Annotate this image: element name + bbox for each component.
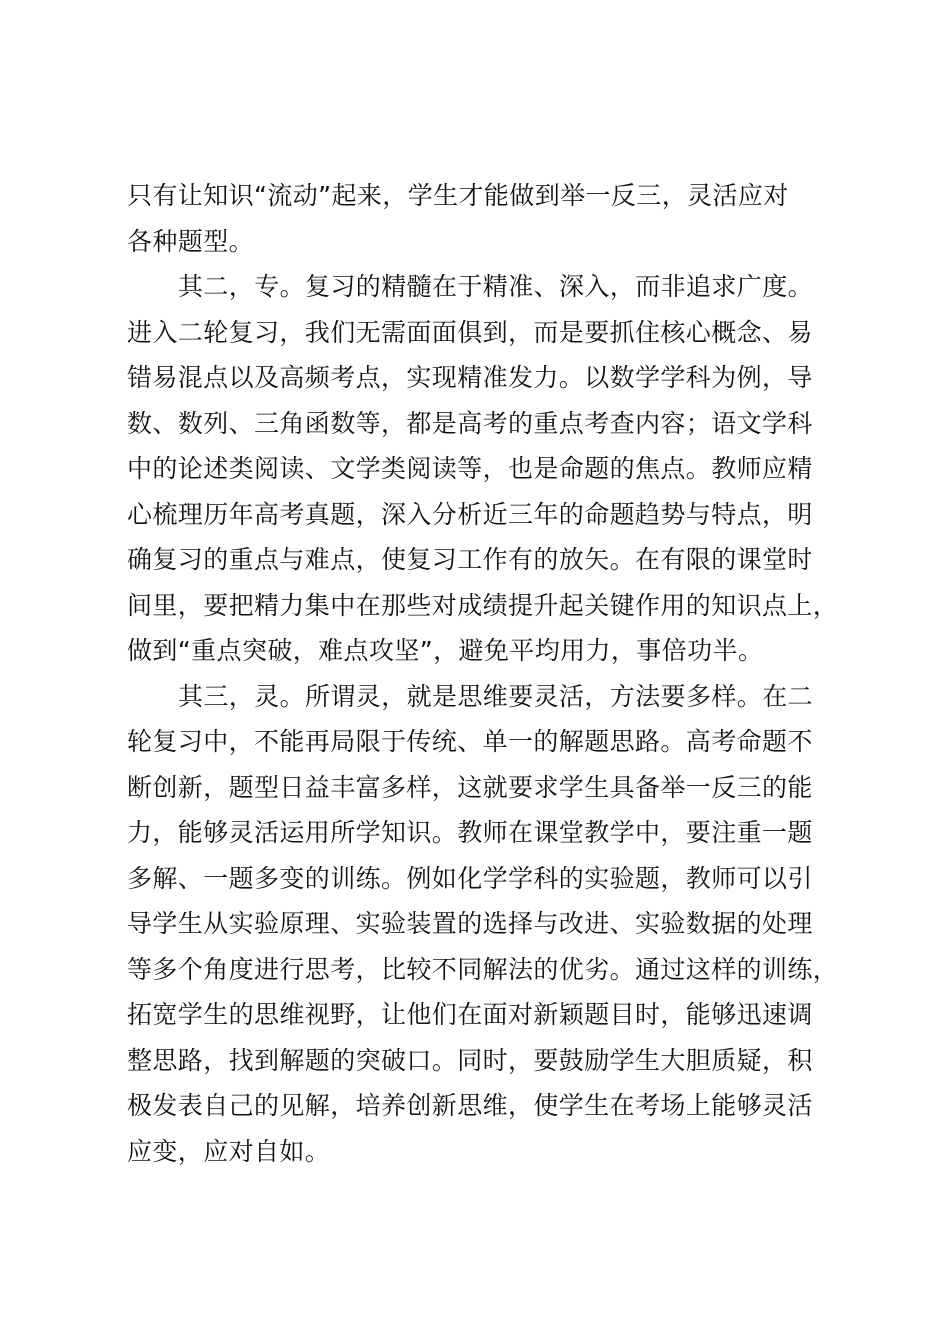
text-line: 只有让知识“流动”起来，学生才能做到举一反三，灵活应对 xyxy=(127,181,789,210)
text-line: 错易混点以及高频考点，实现精准发力。以数学学科为例，导 xyxy=(127,363,813,392)
text-line: 心梳理历年高考真题，深入分析近三年的命题趋势与特点，明 xyxy=(127,499,813,529)
text-line: 导学生从实验原理、实验装置的选择与改进、实验数据的处理 xyxy=(127,909,813,938)
text-line: 数、数列、三角函数等，都是高考的重点考查内容；语文学科 xyxy=(127,408,813,438)
paragraph-point-two xyxy=(127,264,862,674)
text-line: 整思路，找到解题的突破口。同时，要鼓励学生大胆质疑，积 xyxy=(127,1045,813,1075)
text-line: 断创新，题型日益丰富多样，这就要求学生具备举一反三的能 xyxy=(127,772,813,802)
text-line: 其二，专。复习的精髓在于精准、深入，而非追求广度。 xyxy=(178,272,814,301)
text-line: 力，能够灵活运用所学知识。教师在课堂教学中，要注重一题 xyxy=(127,818,813,847)
text-line: 确复习的重点与难点，使复习工作有的放矢。在有限的课堂时 xyxy=(127,545,813,574)
text-line: 各种题型。 xyxy=(127,226,255,256)
text-line: 中的论述类阅读、文学类阅读等，也是命题的焦点。教师应精 xyxy=(127,454,813,483)
text-line: 进入二轮复习，我们无需面面俱到，而是要抓住核心概念、易 xyxy=(127,317,813,347)
paragraph-continuation xyxy=(127,173,862,264)
text-line: 做到“重点突破，难点攻坚”，避免平均用力，事倍功半。 xyxy=(127,636,764,665)
text-line: 多解、一题多变的训练。例如化学学科的实验题，教师可以引 xyxy=(127,863,813,893)
document-body xyxy=(127,173,862,1174)
text-line: 极发表自己的见解，培养创新思维，使学生在考场上能够灵活 xyxy=(127,1091,813,1120)
text-line: 间里，要把精力集中在那些对成绩提升起关键作用的知识点上， xyxy=(127,590,839,620)
text-line: 应变，应对自如。 xyxy=(127,1136,331,1166)
text-line: 等多个角度进行思考，比较不同解法的优劣。通过这样的训练， xyxy=(127,954,839,984)
text-line: 其三，灵。所谓灵，就是思维要灵活，方法要多样。在二 xyxy=(178,681,814,711)
paragraph-point-three xyxy=(127,674,862,1175)
text-line: 轮复习中，不能再局限于传统、单一的解题思路。高考命题不 xyxy=(127,727,813,756)
text-line: 拓宽学生的思维视野，让他们在面对新颖题目时，能够迅速调 xyxy=(127,1000,813,1029)
